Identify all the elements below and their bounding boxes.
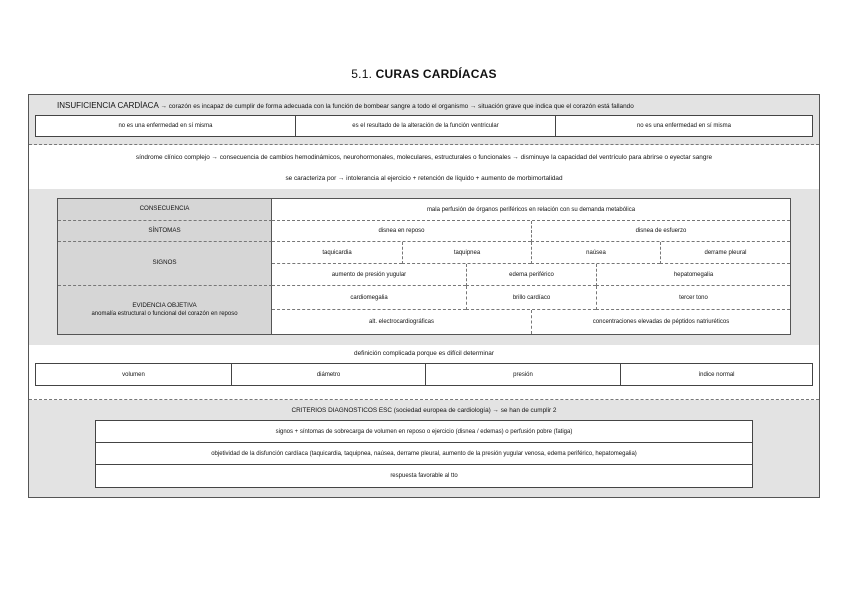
definicion-text: definición complicada porque es difícil determinar xyxy=(354,350,494,357)
signo-cell: naúsea xyxy=(531,242,660,264)
row-label-sintomas xyxy=(58,221,272,242)
evidencia-cell: concentraciones elevadas de péptidos natriuréticos xyxy=(531,310,790,334)
evidencia-cell: brillo cardíaco xyxy=(466,286,596,310)
row-label-consecuencia xyxy=(58,199,272,221)
insuficiencia-block xyxy=(29,95,819,145)
row-label-evidencia xyxy=(58,286,272,334)
insuficiencia-notes xyxy=(35,115,813,137)
sindrome-line-1: síndrome clínico complejo → consecuencia de cambios hemodinámicos, neurohormonales, moleculares, estructurales o funcionales → disminuye la capacidad del ventrículo para abrirse o eyectar sangre xyxy=(135,154,713,161)
signo-cell: derrame pleural xyxy=(660,242,790,264)
definicion-item: índice normal xyxy=(620,364,812,385)
evidencia-label: EVIDENCIA OBJETIVA xyxy=(132,301,197,309)
page-title xyxy=(0,67,848,81)
signos-label: SIGNOS xyxy=(152,259,177,267)
insuficiencia-definition-text: → corazón es incapaz de cumplir de forma adecuada con la función de bombear sangre a todo el organismo → situación grave que indica que el corazón está fallando xyxy=(158,103,634,110)
definicion-item: volumen xyxy=(122,371,145,378)
signo-cell: hepatomegalia xyxy=(596,264,790,286)
insuficiencia-term: INSUFICIENCIA CARDÍACA xyxy=(57,101,159,110)
note-cell: es el resultado de la alteración de la función ventricular xyxy=(295,116,555,136)
sindrome-line-2: se caracteriza por → intolerancia al ejercicio + retención de líquido + aumento de morbimortalidad xyxy=(285,175,563,182)
criterio-item: respuesta favorable al tto xyxy=(390,473,458,479)
criterios-block xyxy=(29,400,819,497)
signo-cell: taquicardia xyxy=(272,242,402,264)
signo-cell: edema periférico xyxy=(466,264,596,286)
criterio-item: objetividad de la disfunción cardíaca (taquicardia, taquipnea, naúsea, derrame pleural, aumento de la presión yugular venosa, edema periférico, hepatomegalia) xyxy=(96,443,752,465)
definicion-item: diámetro xyxy=(231,364,425,385)
section-number: 5.1. xyxy=(351,67,373,81)
sintoma-cell: disnea en reposo xyxy=(272,221,531,242)
criterios-list xyxy=(95,420,753,488)
definicion-block xyxy=(29,345,819,400)
criterio-item: signos + síntomas de sobrecarga de volumen en reposo o ejercicio (disnea / edemas) o perfusión pobre (fatiga) xyxy=(96,421,752,443)
criterios-heading: CRITERIOS DIAGNÓSTICOS ESC (sociedad europea de cardiología) → se han de cumplir 2 xyxy=(291,407,557,414)
evidencia-cell: alt. electrocardiográficas xyxy=(368,319,435,325)
evidencia-cell: tercer tono xyxy=(596,286,790,310)
row-label-signos xyxy=(58,242,272,286)
insuficiencia-definition xyxy=(57,101,797,110)
consecuencia-value: mala perfusión de órganos periféricos en relación con su demanda metabólica xyxy=(272,199,790,221)
note-cell: no es una enfermedad en sí misma xyxy=(118,123,213,129)
evidencia-cell: cardiomegalia xyxy=(272,286,466,310)
signo-cell: aumento de presión yugular xyxy=(272,264,466,286)
sintoma-cell: disnea de esfuerzo xyxy=(531,221,790,242)
definicion-item: presión xyxy=(425,364,620,385)
definicion-items xyxy=(35,363,813,386)
evidencia-sublabel: anomalía estructural o funcional del corazón en reposo xyxy=(91,311,238,318)
clinical-table xyxy=(57,198,791,335)
content-sheet xyxy=(28,94,820,498)
signo-cell: taquipnea xyxy=(402,242,531,264)
consecuencia-label: CONSECUENCIA xyxy=(139,205,190,213)
section-title: CURAS CARDÍACAS xyxy=(375,67,497,81)
note-cell: no es una enfermedad en sí misma xyxy=(555,116,812,136)
sintomas-label: SÍNTOMAS xyxy=(148,226,181,234)
